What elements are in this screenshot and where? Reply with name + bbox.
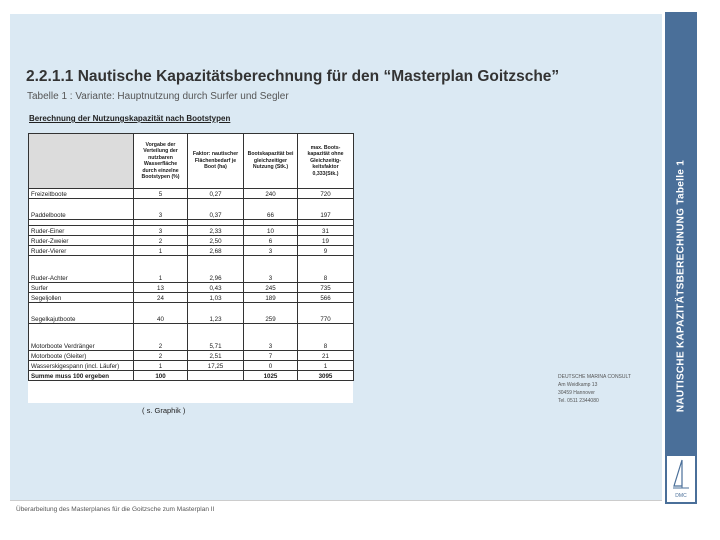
footer-divider [10, 500, 662, 501]
header-cell-percentage: Vorgabe der Verteilung der nutzbaren Wasserfläche durch einzelne Bootstypen (%) [134, 134, 188, 189]
company-street: Am Weidkamp 13 [558, 382, 598, 388]
company-address-block [558, 373, 631, 405]
table-row: Wasserskigespann (incl. Läufer) 1 17,25 0 1 [29, 361, 354, 371]
capacity-table-container [28, 133, 353, 403]
graphic-reference-note: ( s. Graphik ) [142, 406, 186, 415]
header-cell-max-capacity: max. Boots-kapazität ohne Gleichzeitig-keitsfaktor 0,333(Stk.) [298, 134, 354, 189]
header-cell-blank [29, 134, 134, 189]
dmc-logo [667, 456, 695, 502]
side-banner-title: NAUTISCHE KAPAZITÄTSBERECHNUNG Tabelle 1 [675, 159, 687, 413]
table-row: Ruder-Zweier 2 2,50 6 19 [29, 236, 354, 246]
table-row: Paddelboote 3 0,37 66 197 [29, 199, 354, 220]
table-row: Ruder-Einer 3 2,33 10 31 [29, 226, 354, 236]
capacity-table [28, 133, 354, 381]
table-row: Surfer 13 0,43 245 735 [29, 283, 354, 293]
table-header-row [29, 134, 354, 189]
page-title: 2.2.1.1 Nautische Kapazitätsberechnung für den “Masterplan Goitzsche” [26, 68, 560, 85]
company-phone: Tel. 0511 2344080 [558, 398, 599, 404]
sailboat-icon [667, 456, 695, 494]
table-total-row: Summe muss 100 ergeben 100 1025 3095 [29, 371, 354, 381]
table-row: Motorboote (Gleiter) 2 2,51 7 21 [29, 351, 354, 361]
table-heading: Berechnung der Nutzungskapazität nach Bootstypen [29, 114, 231, 123]
table-row: Segelkajutboote 40 1,23 259 770 [29, 303, 354, 324]
company-name: DEUTSCHE MARINA CONSULT [558, 374, 631, 380]
logo-label: DMC [675, 493, 687, 499]
table-row: Motorboote Verdränger 2 5,71 3 8 [29, 324, 354, 351]
table-row: Segeljollen 24 1,03 189 566 [29, 293, 354, 303]
page-subtitle: Tabelle 1 : Variante: Hauptnutzung durch Surfer und Segler [27, 91, 289, 102]
table-row: Ruder-Vierer 1 2,68 3 9 [29, 246, 354, 256]
header-cell-capacity: Bootskapazität bei gleichzeitiger Nutzung (Stk.) [244, 134, 298, 189]
table-row: Ruder-Achter 1 2,96 3 8 [29, 256, 354, 283]
header-cell-factor: Faktor: nautischer Flächenbedarf je Boot (ha) [188, 134, 244, 189]
table-row: Freizeitboote 5 0,27 240 720 [29, 189, 354, 199]
page-footer: Überarbeitung des Masterplanes für die Goitzsche zum Masterplan II [16, 506, 215, 513]
company-city: 30459 Hannover [558, 390, 595, 396]
